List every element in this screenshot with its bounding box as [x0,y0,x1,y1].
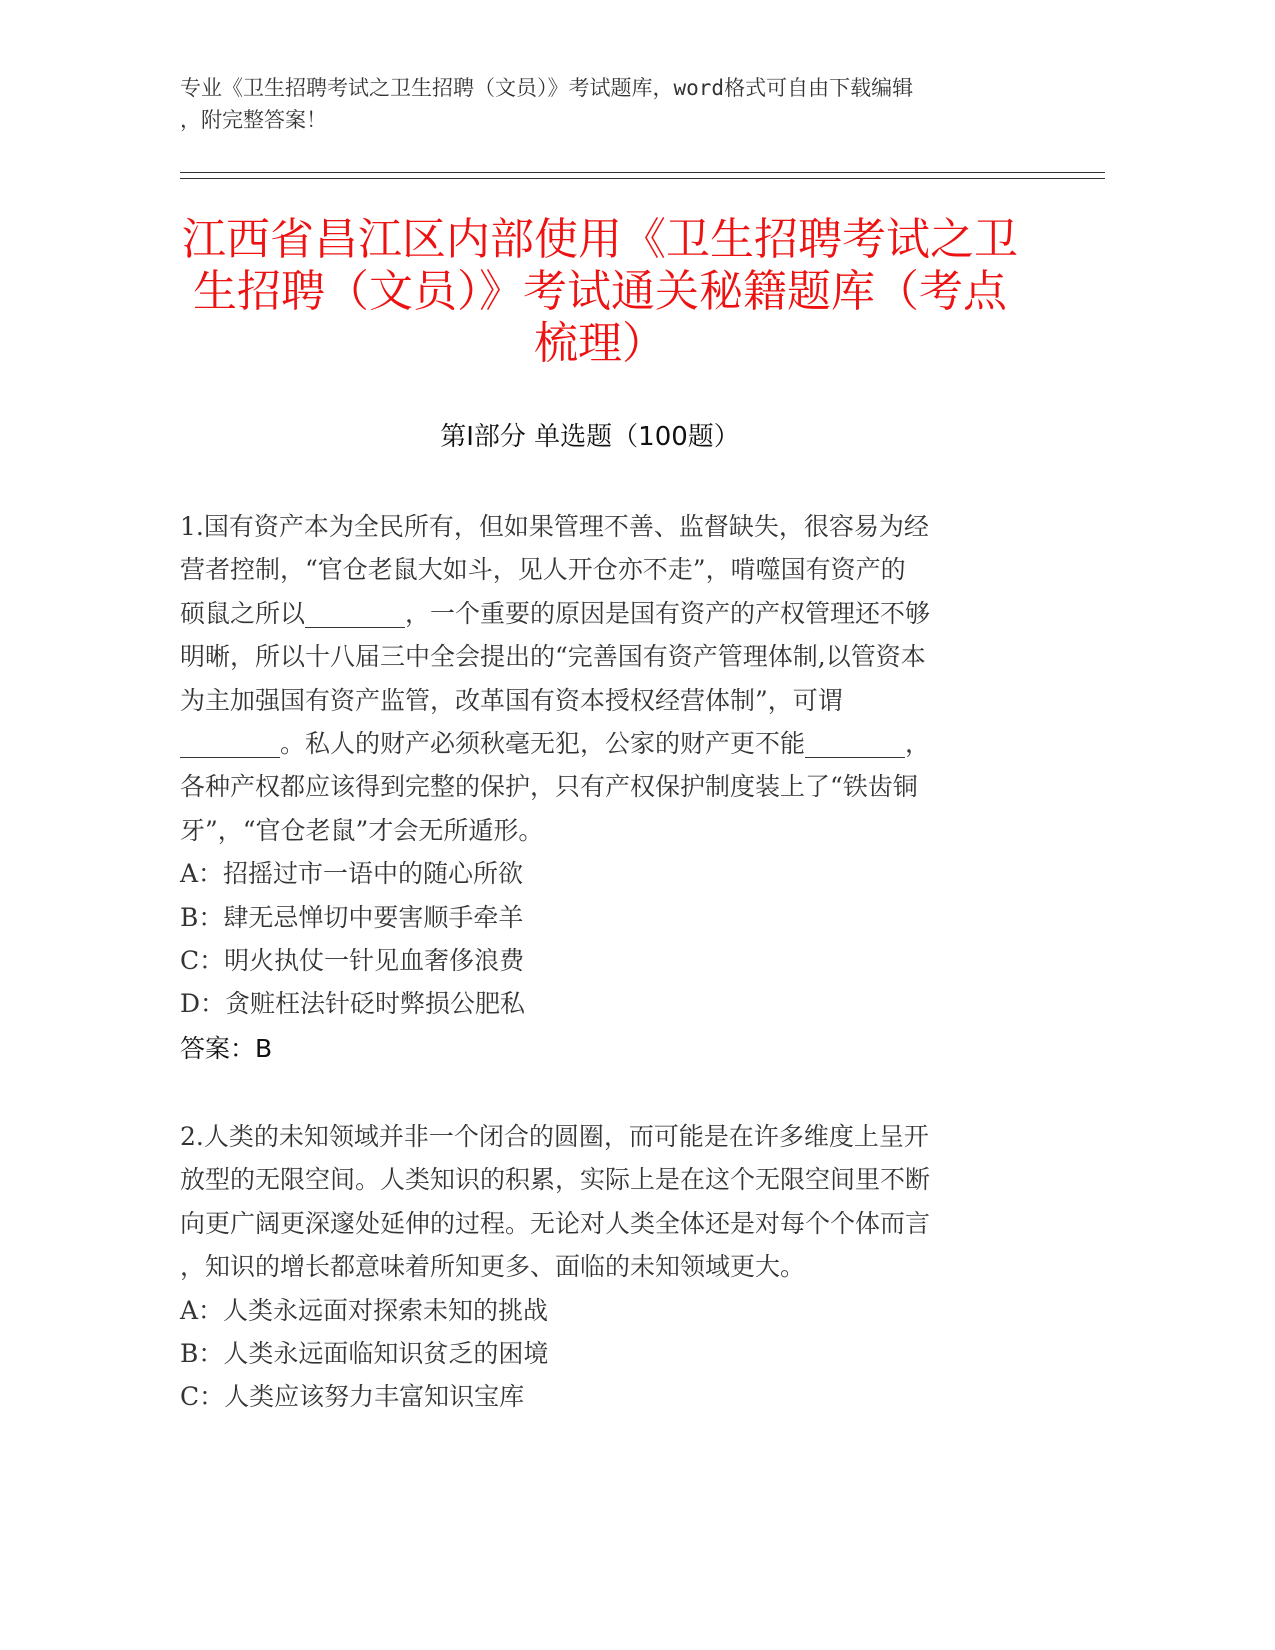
stem-line: 放型的无限空间。人类知识的积累，实际上是在这个无限空间里不断 [180,1165,931,1195]
header-note [180,72,1060,136]
option-c: C：人类应该努力丰富知识宝库 [180,1382,525,1412]
stem-line: 营者控制，“官仓老鼠大如斗，见人开仓亦不走”，啃噬国有资产的 [180,555,906,585]
question-block [180,505,1040,1071]
section-heading: 第Ⅰ部分 单选题（100题） [440,422,740,452]
stem-line: 为主加强国有资产监管，改革国有资本授权经营体制”，可谓 [180,685,843,715]
header-divider [180,172,1105,173]
option-c: C：明火执仗一针见血奢侈浪费 [180,946,525,976]
header-note-line: ，附完整答案！ [180,108,327,132]
header-divider [180,178,1105,179]
option-a: A：招摇过市一语中的随心所欲 [180,859,524,889]
answer-key: 答案：B [180,1033,273,1063]
option-d: D：贪赃枉法针砭时弊损公肥私 [180,989,526,1019]
header-note-line: 专业《卫生招聘考试之卫生招聘（文员）》考试题库，word格式可自由下载编辑 [180,76,914,100]
title-line: 江西省昌江区内部使用《卫生招聘考试之卫 [182,214,1018,265]
stem-line: ，知识的增长都意味着所知更多、面临的未知领域更大。 [180,1252,806,1282]
stem-line: 向更广阔更深邃处延伸的过程。无论对人类全体还是对每个个体而言 [180,1208,931,1238]
stem-line: 牙”，“官仓老鼠”才会无所遁形。 [180,815,544,845]
stem-line: 硕鼠之所以________，一个重要的原因是国有资产的产权管理还不够 [180,598,931,628]
stem-line: 明晰，所以十八届三中全会提出的“完善国有资产管理体制,以管资本 [180,642,926,672]
title-line: 梳理） [534,318,666,369]
question-stem [180,1115,1040,1289]
stem-line: 各种产权都应该得到完整的保护，只有产权保护制度装上了“铁齿铜 [180,772,918,802]
stem-line: ________。私人的财产必须秋毫无犯，公家的财产更不能________， [180,729,931,759]
stem-line: 2.人类的未知领域并非一个闭合的圆圈，而可能是在许多维度上呈开 [180,1122,929,1151]
option-b: B：肆无忌惮切中要害顺手牵羊 [180,902,524,932]
question-block [180,1115,1040,1419]
option-a: A：人类永远面对探索未知的挑战 [180,1295,549,1325]
stem-line: 1.国有资产本为全民所有，但如果管理不善、监督缺失，很容易为经 [180,512,929,541]
question-stem [180,505,1040,852]
document-title [170,214,1030,370]
title-line: 生招聘（文员）》考试通关秘籍题库（考点 [193,266,1007,317]
option-b: B：人类永远面临知识贫乏的困境 [180,1339,549,1369]
